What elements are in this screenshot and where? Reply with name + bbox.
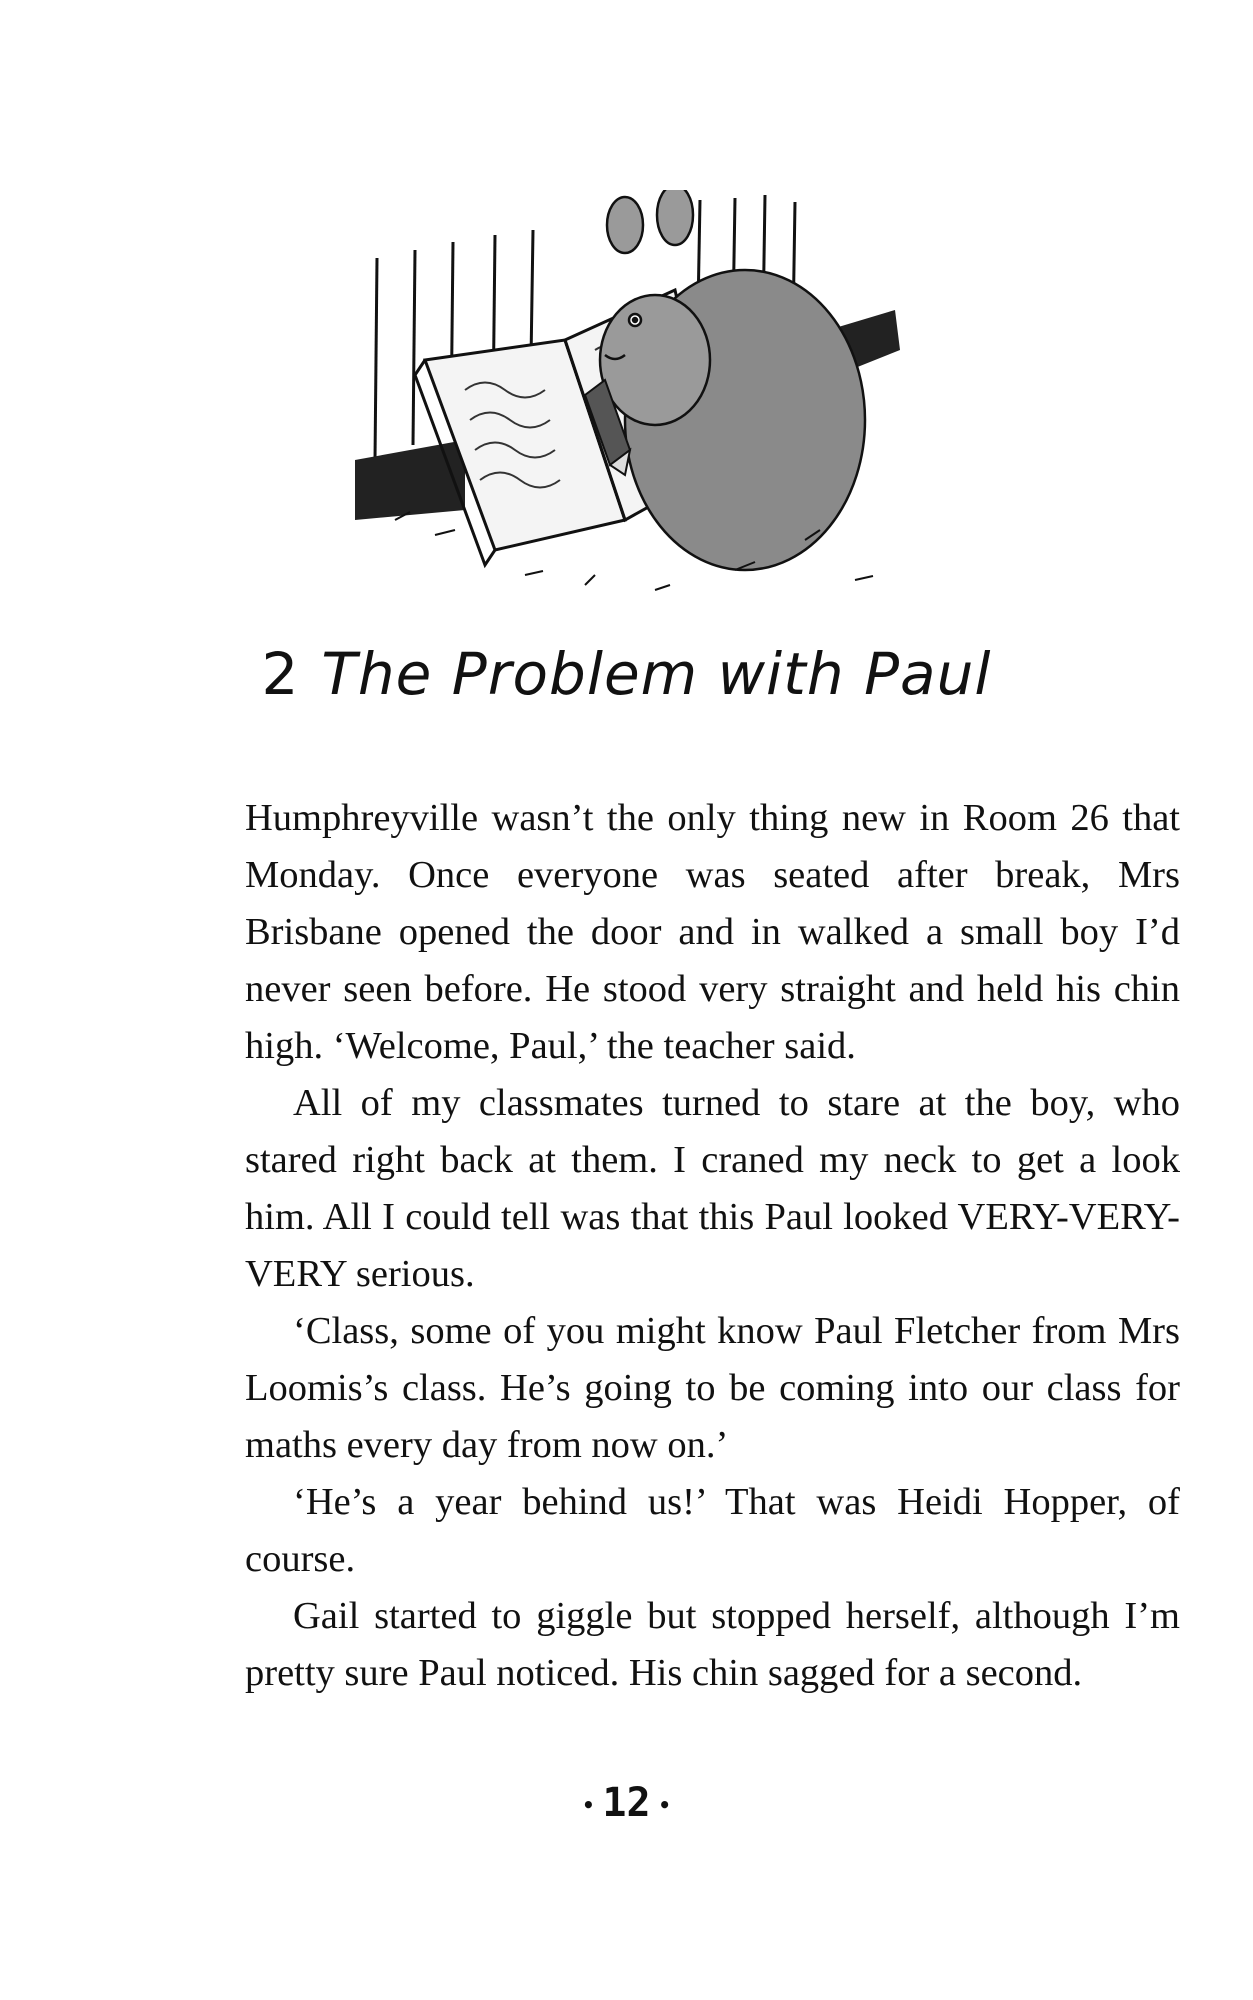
chapter-title-text: The Problem with Paul [321,640,992,708]
chapter-title [0,640,1253,708]
paragraph: ‘Class, some of you might know Paul Fletcher from Mrs Loomis’s class. He’s going to be coming into our class for maths every day from now on.’ [245,1310,1180,1466]
page-number-footer [0,1780,1253,1826]
hamster-writing-illustration [355,190,915,620]
chapter-number: 2 [261,640,300,708]
page-number: 12 [602,1780,651,1826]
paragraph: Humphreyville wasn’t the only thing new in Room 26 that Monday. Once everyone was seated after break, Mrs Brisbane opened the door and in walked a small boy I’d never seen before. He stood very straight and held his chin high. ‘Welcome, Paul,’ the teacher said. [245,797,1180,1067]
cage-floor-shadow [355,440,465,520]
page-number-dot-left: • [582,1793,595,1817]
page-number-dot-right: • [658,1793,671,1817]
chapter-body [245,790,1180,1702]
paragraph: ‘He’s a year behind us!’ That was Heidi Hopper, of course. [245,1481,1180,1580]
paragraph: Gail started to giggle but stopped herself, although I’m pretty sure Paul noticed. His chin sagged for a second. [245,1595,1180,1694]
paragraph: All of my classmates turned to stare at the boy, who stared right back at them. I craned my neck to get a look him. All I could tell was that this Paul looked VERY-VERY-VERY serious. [245,1082,1180,1295]
